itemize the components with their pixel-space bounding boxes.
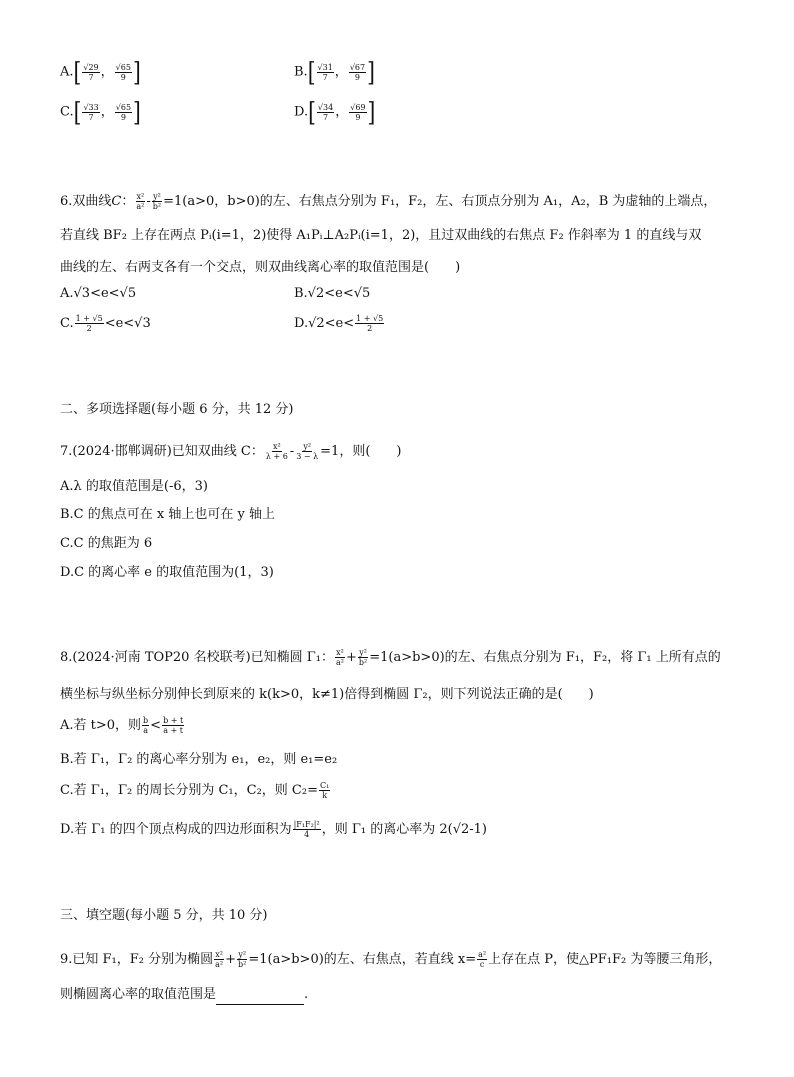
q8-option-b[interactable]: B.若 Γ₁，Γ₂ 的离心率分别为 e₁，e₂，则 e₁=e₂ [60, 752, 338, 767]
q8-stem-line2: 横坐标与纵坐标分别伸长到原来的 k(k>0，k≠1)倍得到椭圆 Γ₂，则下列说法正确的是( ) [60, 687, 594, 702]
q8-stem-line1: 8.(2024·河南 TOP20 名校联考)已知椭圆 Γ₁： $\frac{\text{x²}}{\text{a²}}$ + $\frac{\text{y²}}{\text{b²}}$ =1(a>b>0)的左、右焦点分别为 F₁，F₂，将 Γ₁ 上所有点的 [60, 648, 721, 667]
q8-option-d[interactable]: D.若 Γ₁ 的四个顶点构成的四边形面积为 $\frac{\text{|F₁F₂|²}}{4}$ ，则 Γ₁ 的离心率为 2(√2-1) [60, 820, 487, 839]
q8-option-a[interactable]: A.若 t>0，则 $\frac{b}{a}$ < $\frac{b + t}{a + t}$ [60, 716, 184, 735]
q6-stem-line2: 若直线 BF₂ 上存在两点 Pᵢ(i=1，2)使得 A₁Pᵢ⊥A₂Pᵢ(i=1，2)，且过双曲线的右焦点 F₂ 作斜率为 1 的直线与双 [60, 228, 702, 243]
q6-stem-line3: 曲线的左、右两支各有一个交点，则双曲线离心率的取值范围是( ) [60, 260, 461, 275]
q5-option-b[interactable]: B.[ $\frac{√31}{7}$ ， $\frac{√67}{9}$ ] [294, 56, 375, 88]
section-3-heading: 三、填空题(每小题 5 分，共 10 分) [60, 908, 268, 923]
q7-option-c[interactable]: C.C 的焦距为 6 [60, 536, 153, 551]
q8-option-c[interactable]: C.若 Γ₁，Γ₂ 的周长分别为 C₁，C₂，则 C₂= $\frac{\text{C₁}}{k}$ [60, 781, 330, 800]
q7-option-b[interactable]: B.C 的焦点可在 x 轴上也可在 y 轴上 [60, 507, 275, 522]
section-2-heading: 二、多项选择题(每小题 6 分，共 12 分) [60, 402, 294, 417]
q5-option-d[interactable]: D.[ $\frac{√34}{7}$ ， $\frac{√69}{9}$ ] [294, 96, 376, 128]
q6-option-d[interactable]: D.√2<e< $\frac{1 + √5}{2}$ [294, 314, 384, 333]
q9-stem-line2: 则椭圆离心率的取值范围是 . [60, 985, 308, 1005]
q6-option-c[interactable]: C. $\frac{1 + √5}{2}$ <e<√3 [60, 314, 151, 333]
q7-option-d[interactable]: D.C 的离心率 e 的取值范围为(1，3) [60, 565, 274, 580]
q6-option-b[interactable]: B.√2<e<√5 [294, 286, 371, 301]
q7-stem: 7.(2024·邯郸调研)已知双曲线 C： $\frac{\text{x²}}{\lambda + 6}$ - $\frac{\text{y²}}{3 - \lambda}$ =1，则( ) [60, 442, 402, 461]
q9-stem-line1: 9.已知 F₁，F₂ 分别为椭圆 $\frac{\text{x²}}{\text{a²}}$ + $\frac{\text{y²}}{\text{b²}}$ =1(a>b>0)的左、右焦点，若直线 x= $\frac{\text{a²}}{c}$ 上存在点 P，使△PF₁F₂ 为等腰三角形， [60, 950, 722, 969]
q6-option-a[interactable]: A.√3<e<√5 [60, 286, 137, 301]
q5-option-c[interactable]: C.[ $\frac{√33}{7}$ ， $\frac{√65}{9}$ ] [60, 96, 141, 128]
q6-stem-line1: 6.双曲线C： $\frac{\text{x²}}{\text{a²}}$ - $\frac{\text{y²}}{\text{b²}}$ =1(a>0，b>0)的左、右焦点分别为 F₁，F₂，左、右顶点分别为 A₁，A₂，B 为虚轴的上端点， [60, 192, 717, 211]
q7-option-a[interactable]: A.λ 的取值范围是(-6，3) [60, 479, 208, 494]
q9-answer-blank[interactable] [216, 990, 304, 1005]
q5-option-a[interactable]: A.[ $\frac{√29}{7}$ ， $\frac{√65}{9}$ ] [60, 56, 141, 88]
